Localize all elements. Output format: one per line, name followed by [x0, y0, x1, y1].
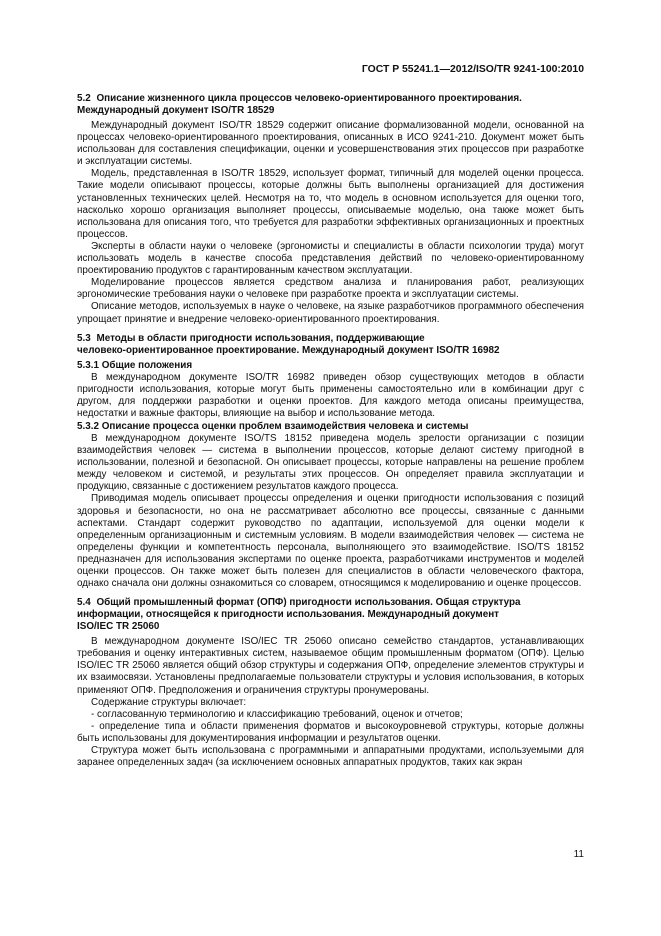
subsection-5-3-1-number: 5.3.1 — [77, 359, 99, 371]
section-5-2-number: 5.2 — [77, 93, 91, 104]
section-5-2-paragraph-2: Модель, представленная в ISO/TR 18529, использует формат, типичный для моделей оценки процесса. Такие модели описывают процессы, которые должны быть выполнены организацией для достижения установленных технических целей. Несмотря на то, что модель в основном используется для оценки того, насколько хорошо организация выполняет процессы, описываемые моделью, она также может быть использована для описания того, что требуется для разработки эффективных организационных и проектных процессов. — [77, 168, 584, 240]
section-5-2-title-line1: Описание жизненного цикла процессов человеко-ориентированного проектирования. — [96, 93, 522, 104]
subsection-5-3-2-number: 5.3.2 — [77, 420, 99, 432]
section-5-4-title-line2: информации, относящейся к пригодности использования. Международный документ — [77, 609, 500, 621]
subsection-5-3-1-paragraph-1: В международном документе ISO/TR 16982 приведен обзор существующих методов в области пригодности использования, которые могут быть применены самостоятельно или в комбинации друг с другом, для поддержки разработки и оценки проектов. Для каждого метода описаны преимущества, недостатки и важные факторы, влияющие на выбор и использование метода. — [77, 371, 584, 419]
section-5-3-heading-line1 — [77, 333, 584, 345]
section-5-4-title-line3: ISO/IEC TR 25060 — [77, 621, 160, 633]
section-5-4-list-item-1: - согласованную терминологию и классификацию требований, оценок и отчетов; — [91, 708, 463, 720]
section-5-2-paragraph-4: Моделирование процессов является средством анализа и планирования работ, реализующих эргономические требования науки о человеке при разработке проекта и эксплуатации системы. — [77, 277, 584, 301]
subsection-5-3-1-heading — [77, 360, 584, 372]
section-5-4-paragraph-2: Содержание структуры включает: — [91, 696, 247, 708]
subsection-5-3-2-paragraph-1: В международном документе ISO/TS 18152 приведена модель зрелости организации с позиции взаимодействия человек — система в выполнении процессов, которые делают систему пригодной в использовании, полезной и безопасной. Он описывает процессы, которые направлены на решение проблем между человеком и системой, и результаты этих процессов. Он определяет правила эксплуатации и продукцию, связанные с достижением результатов каждого процесса. — [77, 432, 584, 493]
section-5-3-number: 5.3 — [77, 332, 91, 344]
section-5-2-title-line2: Международный документ ISO/TR 18529 — [77, 105, 275, 116]
document-header-id: ГОСТ Р 55241.1—2012/ISO/TR 9241-100:2010 — [361, 64, 584, 75]
section-5-4-number: 5.4 — [77, 597, 91, 609]
section-5-4-paragraph-1: В международном документе ISO/IEC TR 25060 описано семейство стандартов, устанавливающих требования и оценку интерактивных систем, называемое общим промышленным форматом (ОПФ). Целью ISO/IEC TR 25060 является общий обзор структуры и содержания ОПФ, определение элементов структуры и их взаимосвязи. Установлены предполагаемые пользователи структуры и условия использования, в которых применяют ОПФ. Предположения и ограничения структуры пронумерованы. — [77, 636, 584, 696]
section-5-2-heading — [77, 93, 584, 117]
section-5-2-paragraph-3: Эксперты в области науки о человеке (эргономисты и специалисты в области психологии труда) могут использовать модель в качестве способа представления действий по человеко-ориентированному проектированию продуктов с гарантированным качеством эксплуатации. — [77, 240, 584, 277]
section-5-2-heading-line1 — [77, 93, 584, 105]
subsection-5-3-2-title: Описание процесса оценки проблем взаимодействия человека и системы — [101, 420, 469, 432]
section-5-4-paragraph-3: Структура может быть использована с программными и аппаратными продуктами, используемыми для заранее определенных задач (за исключением основных аппаратных продуктов, таких как экран — [77, 745, 584, 769]
page-number: 11 — [573, 849, 584, 860]
section-5-4-list-item-2: - определение типа и области применения форматов и высокоуровневой структуры, которые должны быть использованы для документирования информации и результатов оценки. — [77, 720, 584, 744]
section-5-3-title-line2: человеко-ориентированное проектирование. Международный документ ISO/TR 16982 — [77, 344, 500, 356]
section-5-4-title-line1: Общий промышленный формат (ОПФ) пригодности использования. Общая структура — [96, 597, 521, 609]
section-5-3-heading — [77, 333, 584, 357]
section-5-2-paragraph-5: Описание методов, используемых в науке о человеке, на языке разработчиков программного обеспечения упрощает принятие и внедрение человеко-ориентированного проектирования. — [77, 301, 584, 325]
section-5-4-heading — [77, 597, 584, 633]
section-5-2-paragraph-1: Международный документ ISO/TR 18529 содержит описание формализованной модели, основанной на процессах человеко-ориентированного проектирования, описанных в ИСО 9241-210. Документ может быть использован для составления спецификации, оценки и усовершенствования этих процессов при разработке и эксплуатации системы. — [77, 120, 584, 168]
subsection-5-3-1-title: Общие положения — [101, 359, 193, 371]
page-content — [77, 93, 584, 769]
subsection-5-3-2-heading — [77, 421, 584, 433]
section-5-3-title-line1: Методы в области пригодности использования, поддерживающие — [96, 332, 425, 344]
subsection-5-3-2-paragraph-2: Приводимая модель описывает процессы определения и оценки пригодности использования с позиций здоровья и безопасности, но она не рассматривает абсолютно все процессы, связанные с данными аспектами. Стандарт содержит руководство по адаптации, используемой для оценки модели к определенным организационным и системным условиям. В модели взаимодействия человек — система не определены функции и компетентность персонала, выполняющего это взаимодействие. ISO/TS 18152 предназначен для использования экспертами по оценке проекта, разработчиками инструментов и моделей оценки процессов. Он также может быть полезен для специалистов в области человеческого фактора, однако сначала они должны ознакомиться со словарем, относящимся к моделированию и оценке процессов. — [77, 493, 584, 590]
section-5-4-heading-line1 — [77, 597, 584, 609]
